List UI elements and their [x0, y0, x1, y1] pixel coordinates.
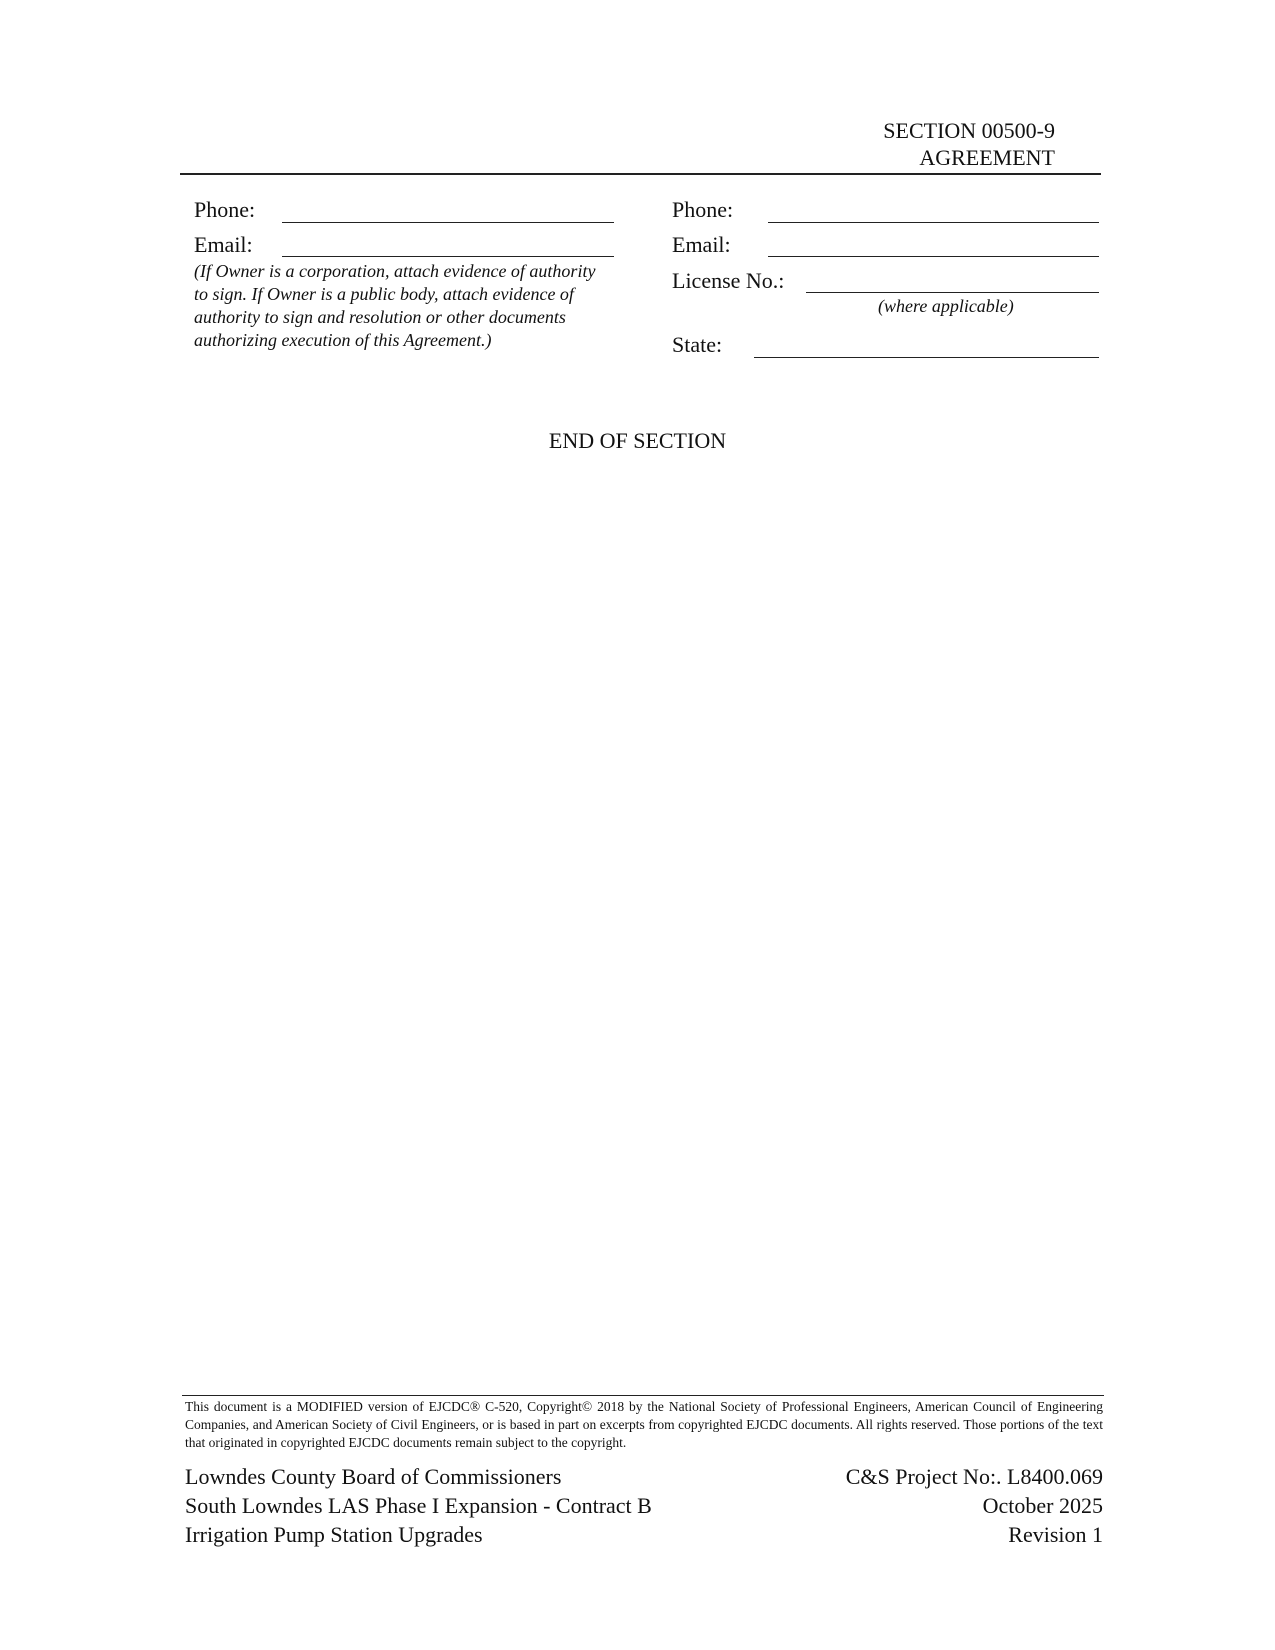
contractor-license-field[interactable] [806, 292, 1099, 293]
footer-project-info [846, 1462, 1103, 1549]
footer-project-number: C&S Project No:. L8400.069 [845, 1464, 1103, 1489]
contractor-state-field[interactable] [754, 357, 1099, 358]
owner-authority-note: (If Owner is a corporation, attach evidence of authority to sign. If Owner is a public body, attach evidence of authority to sign and resolution or other documents authorizing execution of this Agreement.) [194, 261, 596, 350]
copyright-notice: This document is a MODIFIED version of EJCDC® C-520, Copyright© 2018 by the National Society of Professional Engineers, American Council of Engineering Companies, and American Society of Civil Engineers, or is based in part on excerpts from copyrighted EJCDC documents. All rights reserved. Those portions of the text that originated in copyrighted EJCDC documents remain subject to the copyright. [185, 1399, 1103, 1450]
contractor-email-field[interactable] [768, 256, 1099, 257]
contractor-email-label: Email: [672, 232, 731, 257]
footer-rule [182, 1395, 1104, 1396]
end-of-section: END OF SECTION [548, 428, 727, 453]
license-applicable-note: (where applicable) [878, 296, 1014, 316]
section-number: SECTION 00500-9 [883, 118, 1055, 143]
contractor-phone-field[interactable] [768, 222, 1099, 223]
header-rule [180, 173, 1101, 175]
section-title: AGREEMENT [919, 145, 1055, 170]
footer-owner-info [185, 1462, 652, 1549]
contractor-state-label: State: [672, 332, 723, 357]
footer-project-subtitle: Irrigation Pump Station Upgrades [185, 1522, 483, 1547]
owner-email-field[interactable] [282, 256, 614, 257]
footer-date: October 2025 [982, 1493, 1103, 1518]
owner-phone-label: Phone: [194, 197, 256, 222]
owner-phone-field[interactable] [282, 222, 614, 223]
owner-email-label: Email: [194, 232, 253, 257]
footer-project-name: South Lowndes LAS Phase I Expansion - Contract B [185, 1493, 652, 1518]
footer-revision: Revision 1 [1008, 1522, 1103, 1547]
contractor-phone-label: Phone: [672, 197, 734, 222]
footer-owner-name: Lowndes County Board of Commissioners [185, 1464, 562, 1489]
contractor-license-label: License No.: [672, 268, 785, 293]
